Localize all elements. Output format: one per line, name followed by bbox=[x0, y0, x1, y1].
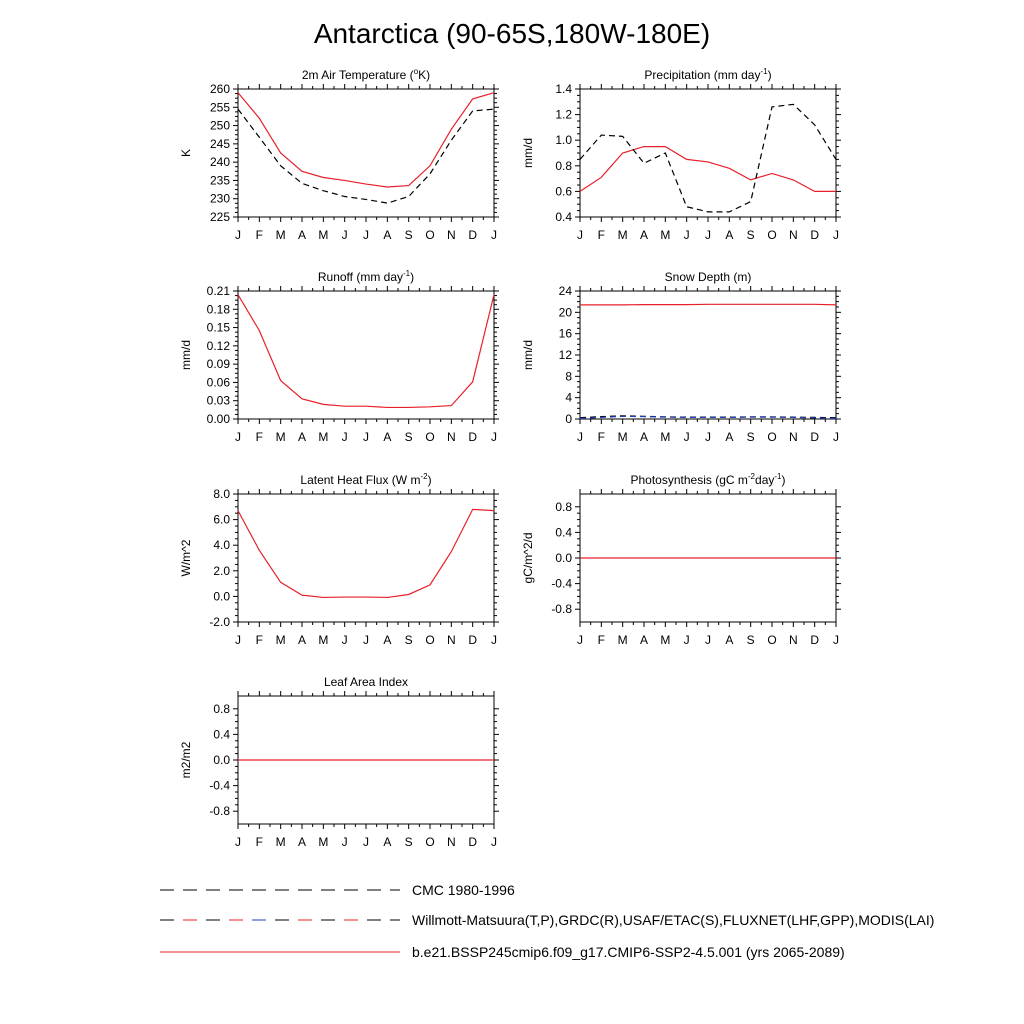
y-axis bbox=[207, 284, 499, 426]
x-tick-label: F bbox=[597, 430, 606, 444]
y-tick-label: 0.12 bbox=[206, 338, 230, 353]
x-tick-label: M bbox=[660, 228, 671, 242]
x-tick-label: J bbox=[363, 228, 369, 242]
y-axis-label: W/m^2 bbox=[179, 539, 193, 577]
x-tick-label: M bbox=[275, 430, 286, 444]
panel-title-part: Leaf Area Index bbox=[323, 675, 409, 689]
y-tick-label: 1.4 bbox=[555, 82, 572, 96]
x-tick-label: J bbox=[341, 835, 348, 849]
y-tick-label: 235 bbox=[209, 173, 230, 188]
panel-title-part: ) bbox=[410, 270, 415, 284]
x-tick-label: N bbox=[788, 430, 798, 444]
x-tick-label: A bbox=[639, 633, 649, 647]
y-tick-label: 0.4 bbox=[555, 210, 572, 224]
x-tick-label: D bbox=[468, 633, 478, 647]
y-tick-label: 12 bbox=[558, 348, 572, 362]
x-tick-label: S bbox=[404, 228, 413, 242]
y-tick-label: 0.4 bbox=[213, 727, 230, 742]
x-tick-label: S bbox=[404, 835, 413, 849]
x-tick-label: F bbox=[255, 633, 264, 647]
x-tick-label: M bbox=[275, 633, 286, 647]
panel-title-sup: -2 bbox=[747, 472, 756, 481]
series-line-model bbox=[238, 295, 494, 408]
y-axis-label: mm/d bbox=[179, 340, 193, 370]
y-tick-label: 8.0 bbox=[213, 487, 230, 501]
x-tick-label: M bbox=[617, 228, 628, 242]
x-tick-label: J bbox=[833, 633, 839, 647]
y-axis-label: mm/d bbox=[521, 138, 535, 168]
x-tick-label: D bbox=[810, 228, 820, 242]
chart-panel-temp bbox=[179, 67, 499, 242]
y-tick-label: 6.0 bbox=[213, 512, 230, 527]
y-axis-label: gC/m^2/d bbox=[521, 532, 535, 584]
x-tick-label: D bbox=[810, 633, 820, 647]
x-tick-label: F bbox=[255, 430, 264, 444]
y-tick-label: -2.0 bbox=[209, 615, 230, 629]
x-tick-label: M bbox=[318, 228, 329, 242]
panel-title-sup: -1 bbox=[774, 472, 782, 481]
x-tick-label: S bbox=[404, 633, 413, 647]
legend-label: Willmott-Matsuura(T,P),GRDC(R),USAF/ETAC(S),FLUXNET(LHF,GPP),MODIS(LAI) bbox=[412, 912, 935, 928]
series-group bbox=[238, 93, 494, 203]
legend bbox=[160, 882, 934, 960]
plot-frame bbox=[580, 291, 836, 419]
x-tick-label: J bbox=[363, 430, 369, 444]
x-tick-label: M bbox=[660, 430, 671, 444]
y-tick-label: 0.8 bbox=[555, 158, 572, 173]
x-tick-label: D bbox=[810, 430, 820, 444]
x-tick-label: M bbox=[660, 633, 671, 647]
x-tick-label: A bbox=[297, 835, 307, 849]
y-tick-label: 0.8 bbox=[213, 701, 230, 716]
x-tick-label: D bbox=[468, 835, 478, 849]
x-tick-label: J bbox=[491, 633, 497, 647]
x-tick-label: A bbox=[725, 228, 734, 242]
x-tick-label: D bbox=[468, 430, 478, 444]
y-tick-label: 24 bbox=[558, 284, 572, 298]
y-tick-label: 8 bbox=[565, 369, 572, 384]
panel-title-part: ) bbox=[781, 473, 786, 487]
x-tick-label: A bbox=[297, 228, 307, 242]
panel-title-part: K) bbox=[418, 68, 431, 82]
y-tick-label: 1.0 bbox=[555, 133, 572, 148]
chart-panel-lhf bbox=[179, 472, 499, 647]
x-tick-label: N bbox=[788, 228, 798, 242]
x-tick-label: J bbox=[705, 228, 711, 242]
y-tick-label: 0.0 bbox=[555, 551, 572, 565]
chart-panel-snow bbox=[521, 270, 841, 444]
series-line-model bbox=[580, 304, 836, 305]
x-tick-label: O bbox=[425, 430, 435, 444]
panel-title-part: Latent Heat Flux (W m bbox=[300, 473, 421, 487]
y-tick-label: -0.8 bbox=[209, 804, 230, 819]
x-tick-label: J bbox=[341, 430, 348, 444]
series-group bbox=[238, 509, 494, 597]
x-tick-label: F bbox=[597, 633, 606, 647]
x-tick-label: F bbox=[255, 228, 264, 242]
y-tick-label: 0.18 bbox=[206, 302, 230, 317]
chart-panel-gpp bbox=[521, 472, 841, 647]
x-tick-label: O bbox=[767, 430, 777, 444]
legend-entry bbox=[160, 944, 845, 960]
y-tick-label: 2.0 bbox=[213, 563, 230, 578]
x-tick-label: O bbox=[425, 835, 435, 849]
series-group bbox=[580, 104, 836, 212]
y-tick-label: 16 bbox=[558, 326, 572, 341]
x-tick-label: J bbox=[577, 633, 583, 647]
x-axis bbox=[235, 84, 497, 242]
y-tick-label: 250 bbox=[209, 118, 230, 133]
x-tick-label: J bbox=[577, 228, 583, 242]
x-tick-label: J bbox=[683, 633, 690, 647]
panel-title-part: ) bbox=[767, 68, 772, 82]
x-tick-label: A bbox=[639, 430, 649, 444]
x-tick-label: A bbox=[297, 633, 307, 647]
panel-title bbox=[631, 472, 786, 487]
x-axis bbox=[235, 489, 497, 647]
y-axis-label: K bbox=[179, 148, 193, 158]
x-tick-label: S bbox=[404, 430, 413, 444]
x-tick-label: S bbox=[746, 228, 755, 242]
x-tick-label: J bbox=[683, 430, 690, 444]
x-tick-label: M bbox=[617, 430, 628, 444]
y-tick-label: 0.00 bbox=[206, 412, 230, 426]
x-tick-label: M bbox=[318, 430, 329, 444]
panel-title bbox=[665, 270, 752, 284]
x-tick-label: M bbox=[275, 835, 286, 849]
x-tick-label: O bbox=[425, 228, 435, 242]
y-axis-label: mm/d bbox=[521, 340, 535, 370]
x-tick-label: J bbox=[491, 228, 497, 242]
y-tick-label: 0.6 bbox=[555, 184, 572, 199]
y-tick-label: 0 bbox=[565, 412, 572, 426]
panel-title bbox=[300, 472, 431, 487]
y-tick-label: -0.8 bbox=[551, 602, 572, 617]
panel-title bbox=[324, 675, 408, 689]
x-tick-label: M bbox=[617, 633, 628, 647]
y-tick-label: 4 bbox=[565, 390, 572, 405]
y-tick-label: 1.2 bbox=[555, 107, 572, 122]
x-tick-label: M bbox=[318, 633, 329, 647]
y-tick-label: 0.4 bbox=[555, 525, 572, 540]
legend-label: CMC 1980-1996 bbox=[412, 882, 515, 898]
x-tick-label: J bbox=[235, 633, 241, 647]
x-tick-label: J bbox=[705, 633, 711, 647]
panel-title bbox=[318, 269, 414, 284]
panel-title bbox=[302, 67, 430, 82]
x-tick-label: J bbox=[363, 633, 369, 647]
x-tick-label: N bbox=[788, 633, 798, 647]
plot-frame bbox=[238, 494, 494, 622]
chart-panel-precip bbox=[521, 67, 841, 242]
panel-title-sup: o bbox=[413, 67, 419, 76]
chart-panels bbox=[179, 67, 841, 849]
x-tick-label: J bbox=[683, 228, 690, 242]
series-line-obs bbox=[580, 416, 836, 418]
x-tick-label: S bbox=[746, 430, 755, 444]
legend-label: b.e21.BSSP245cmip6.f09_g17.CMIP6-SSP2-4.5.001 (yrs 2065-2089) bbox=[412, 944, 845, 960]
panel-title-part: Photosynthesis (gC m bbox=[630, 473, 748, 487]
x-tick-label: O bbox=[767, 633, 777, 647]
x-tick-label: J bbox=[491, 430, 497, 444]
plot-frame bbox=[238, 291, 494, 419]
panel-title-part: 2m Air Temperature ( bbox=[301, 68, 414, 82]
y-axis-label: m2/m2 bbox=[179, 741, 193, 779]
x-axis bbox=[577, 489, 839, 647]
x-tick-label: N bbox=[446, 835, 456, 849]
x-tick-label: A bbox=[297, 430, 307, 444]
page-title: Antarctica (90-65S,180W-180E) bbox=[313, 18, 711, 49]
x-tick-label: A bbox=[383, 835, 392, 849]
x-tick-label: J bbox=[833, 228, 839, 242]
x-tick-label: J bbox=[341, 633, 348, 647]
x-tick-label: J bbox=[833, 430, 839, 444]
panel-title-sup: -1 bbox=[760, 67, 768, 76]
x-tick-label: N bbox=[446, 633, 456, 647]
series-line-model bbox=[238, 93, 494, 187]
x-tick-label: N bbox=[446, 228, 456, 242]
x-tick-label: F bbox=[597, 228, 606, 242]
chart-panel-runoff bbox=[179, 269, 499, 444]
y-tick-label: 0.03 bbox=[206, 393, 230, 408]
y-tick-label: 255 bbox=[209, 100, 230, 115]
x-tick-label: J bbox=[235, 430, 241, 444]
x-tick-label: O bbox=[425, 633, 435, 647]
x-tick-label: J bbox=[235, 228, 241, 242]
y-tick-label: 0.15 bbox=[206, 320, 230, 335]
y-tick-label: 20 bbox=[558, 305, 572, 320]
x-tick-label: A bbox=[725, 633, 734, 647]
x-tick-label: A bbox=[383, 430, 392, 444]
y-tick-label: 260 bbox=[209, 82, 230, 96]
y-tick-label: 4.0 bbox=[213, 538, 230, 553]
x-tick-label: J bbox=[491, 835, 497, 849]
x-tick-label: D bbox=[468, 228, 478, 242]
series-line-model bbox=[238, 509, 494, 597]
panel-title-part: Snow Depth (m) bbox=[664, 270, 752, 284]
panel-title-part: ) bbox=[427, 473, 432, 487]
legend-entry bbox=[160, 912, 934, 928]
series-group bbox=[580, 304, 836, 418]
series-group bbox=[238, 295, 494, 408]
x-axis bbox=[577, 84, 839, 242]
x-tick-label: S bbox=[746, 633, 755, 647]
x-tick-label: M bbox=[275, 228, 286, 242]
x-axis bbox=[235, 691, 497, 849]
y-tick-label: 230 bbox=[209, 191, 230, 206]
y-tick-label: 225 bbox=[209, 210, 230, 224]
panel-title-part: Runoff (mm day bbox=[317, 270, 404, 284]
x-tick-label: J bbox=[577, 430, 583, 444]
panel-title-part: Precipitation (mm day bbox=[644, 68, 761, 82]
x-tick-label: J bbox=[341, 228, 348, 242]
y-tick-label: 0.09 bbox=[206, 357, 230, 372]
x-tick-label: J bbox=[363, 835, 369, 849]
y-tick-label: 245 bbox=[209, 136, 230, 151]
y-axis bbox=[555, 82, 841, 224]
y-tick-label: 0.0 bbox=[213, 753, 230, 767]
panel-title-part: day bbox=[755, 473, 775, 487]
x-tick-label: A bbox=[383, 228, 392, 242]
panel-title bbox=[644, 67, 771, 82]
x-tick-label: M bbox=[318, 835, 329, 849]
x-tick-label: A bbox=[725, 430, 734, 444]
y-tick-label: 240 bbox=[209, 155, 230, 170]
y-tick-label: 0.0 bbox=[213, 589, 230, 604]
y-tick-label: 0.21 bbox=[206, 284, 230, 298]
x-tick-label: F bbox=[255, 835, 264, 849]
legend-entry bbox=[160, 882, 515, 898]
series-line-obs bbox=[580, 416, 836, 418]
y-tick-label: -0.4 bbox=[551, 576, 572, 591]
x-tick-label: J bbox=[705, 430, 711, 444]
x-tick-label: O bbox=[767, 228, 777, 242]
y-axis bbox=[209, 487, 499, 629]
y-tick-label: -0.4 bbox=[209, 778, 230, 793]
panel-title-sup: -1 bbox=[403, 269, 411, 278]
y-tick-label: 0.06 bbox=[206, 375, 230, 390]
x-axis bbox=[577, 286, 839, 444]
plot-frame bbox=[238, 89, 494, 217]
series-line-model bbox=[580, 147, 836, 192]
panel-title-sup: -2 bbox=[420, 472, 428, 481]
x-tick-label: A bbox=[639, 228, 649, 242]
chart-panel-lai bbox=[179, 675, 499, 849]
x-tick-label: J bbox=[235, 835, 241, 849]
y-tick-label: 0.8 bbox=[555, 499, 572, 514]
x-tick-label: A bbox=[383, 633, 392, 647]
y-axis bbox=[210, 82, 499, 224]
x-tick-label: N bbox=[446, 430, 456, 444]
